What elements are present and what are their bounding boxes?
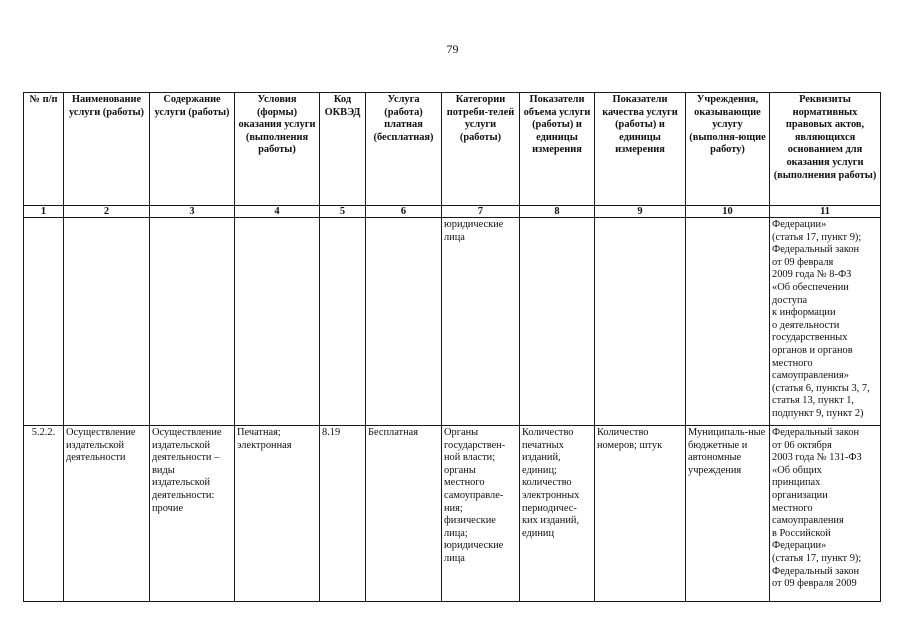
row1-name-cell xyxy=(64,218,150,426)
legal-act-line: государственных xyxy=(772,332,848,344)
column-number: 2 xyxy=(64,206,150,218)
legal-act-line: доступа xyxy=(772,294,808,306)
legal-act-line: Федеральный закон xyxy=(772,427,860,438)
column-number: 11 xyxy=(770,206,881,218)
row2-legal-acts-cell xyxy=(770,426,881,602)
legal-act-line: принципах xyxy=(772,477,821,489)
row1-okved-cell xyxy=(320,218,366,426)
column-number: 8 xyxy=(520,206,595,218)
legal-act-line: к информации xyxy=(772,307,836,319)
header-cell-paid: Услуга (работа) платная (бесплатная) xyxy=(366,93,442,206)
row1-volume-cell xyxy=(520,218,595,426)
column-number: 9 xyxy=(595,206,686,218)
legal-act-line: «Об обеспечении xyxy=(772,281,849,293)
legal-act-line: 2009 года № 8-ФЗ xyxy=(772,269,852,281)
column-number: 7 xyxy=(442,206,520,218)
legal-act-line: (статья 17, пункт 9); xyxy=(772,231,862,243)
legal-act-line: 2003 года № 131-ФЗ xyxy=(772,452,862,464)
column-number: 3 xyxy=(150,206,235,218)
legal-act-line: местного xyxy=(772,502,813,514)
table-header-row xyxy=(24,93,881,206)
legal-act-line: от 06 октября xyxy=(772,439,832,451)
header-cell-consumers: Категории потреби-телей услуги (работы) xyxy=(442,93,520,206)
legal-act-line: Федеральный закон xyxy=(772,244,860,256)
legal-act-line: самоуправления» xyxy=(772,370,849,382)
legal-act-line: в Российской xyxy=(772,527,831,539)
legal-act-line: организации xyxy=(772,489,828,501)
table-row xyxy=(24,218,881,426)
legal-act-line: о деятельности xyxy=(772,319,840,331)
row2-name-cell: Осуществление издательской деятельности xyxy=(64,426,150,602)
row1-institutions-cell xyxy=(686,218,770,426)
row1-legal-acts-cell xyxy=(770,218,881,426)
row2-content-cell: Осуществление издательской деятельности – виды издательской деятельности: прочие xyxy=(150,426,235,602)
column-number-row xyxy=(24,206,881,218)
row2-consumers-cell: Органы государствен-ной власти; органы местного самоуправле-ния; физические лица; юридические лица xyxy=(442,426,520,602)
legal-act-line: Федерации» xyxy=(772,540,827,552)
table-row xyxy=(24,426,881,602)
header-cell-content: Содержание услуги (работы) xyxy=(150,93,235,206)
legal-act-line: от 09 февраля xyxy=(772,256,834,268)
legal-act-line: подпункт 9, пункт 2) xyxy=(772,407,864,419)
legal-act-line: «Об общих xyxy=(772,464,822,476)
row1-consumers-cell: юридические лица xyxy=(442,218,520,426)
row2-volume-cell: Количество печатных изданий, единиц; количество электронных периодичес-ких изданий, единиц xyxy=(520,426,595,602)
header-cell-conditions: Условия (формы) оказания услуги (выполнения работы) xyxy=(235,93,320,206)
row2-conditions-cell: Печатная; электронная xyxy=(235,426,320,602)
header-cell-number: № п/п xyxy=(24,93,64,206)
row1-conditions-cell xyxy=(235,218,320,426)
legal-act-line: Федеральный закон xyxy=(772,565,860,577)
legal-act-line: статья 13, пункт 1, xyxy=(772,395,855,407)
row2-institutions-cell: Муниципаль-ные бюджетные и автономные учреждения xyxy=(686,426,770,602)
header-cell-legal-acts: Реквизиты нормативных правовых актов, являющихся основанием для оказания услуги (выполнения работы) xyxy=(770,93,881,206)
header-cell-name: Наименование услуги (работы) xyxy=(64,93,150,206)
row1-content-cell xyxy=(150,218,235,426)
column-number: 1 xyxy=(24,206,64,218)
row2-quality-cell: Количество номеров; штук xyxy=(595,426,686,602)
header-cell-institutions: Учреждения, оказывающие услугу (выполня-ющие работу) xyxy=(686,93,770,206)
header-cell-quality: Показатели качества услуги (работы) и единицы измерения xyxy=(595,93,686,206)
legal-act-line: Федерации» xyxy=(772,219,827,230)
services-table xyxy=(23,92,881,602)
legal-act-line: от 09 февраля 2009 xyxy=(772,578,857,590)
page-number: 79 xyxy=(446,42,459,56)
row1-number-cell xyxy=(24,218,64,426)
row1-paid-cell xyxy=(366,218,442,426)
row2-okved-cell: 8.19 xyxy=(320,426,366,602)
header-cell-volume: Показатели объема услуги (работы) и единицы измерения xyxy=(520,93,595,206)
legal-act-line: (статья 17, пункт 9); xyxy=(772,552,862,564)
row2-number-cell: 5.2.2. xyxy=(24,426,64,602)
header-cell-okved: Код ОКВЭД xyxy=(320,93,366,206)
legal-act-line: местного xyxy=(772,357,813,369)
row1-quality-cell xyxy=(595,218,686,426)
column-number: 10 xyxy=(686,206,770,218)
column-number: 6 xyxy=(366,206,442,218)
column-number: 4 xyxy=(235,206,320,218)
column-number: 5 xyxy=(320,206,366,218)
legal-act-line: самоуправления xyxy=(772,515,844,527)
row2-paid-cell: Бесплатная xyxy=(366,426,442,602)
legal-act-line: органов и органов xyxy=(772,344,853,356)
legal-act-line: (статья 6, пункты 3, 7, xyxy=(772,382,870,394)
